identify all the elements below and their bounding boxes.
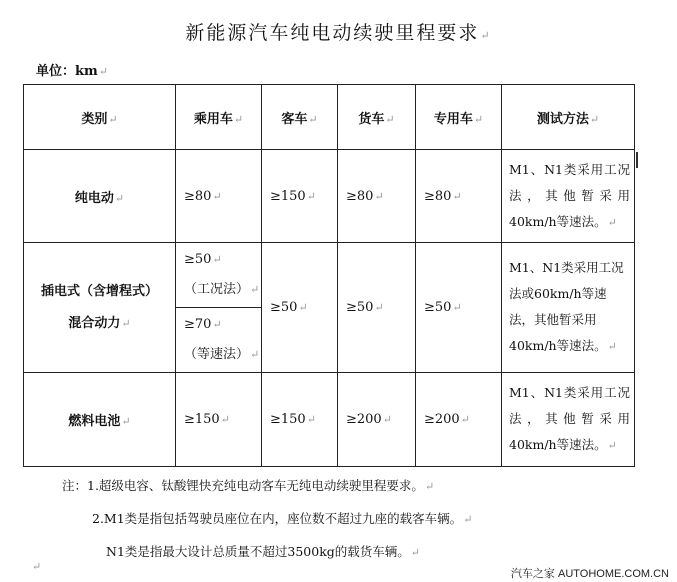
cell-passenger-b: ≥70↵ （等速法）↵ [176, 308, 262, 373]
paragraph-mark-icon: ↵ [480, 29, 492, 42]
cell-passenger: ≥80↵ [176, 150, 262, 243]
cell-method: M1、N1类采用工况法或60km/h等速法，其他暂采用40km/h等速法。↵ [502, 243, 635, 373]
row-category: 纯电动↵ [24, 150, 176, 243]
title-text: 新能源汽车纯电动续驶里程要求 [185, 22, 480, 44]
table-row [24, 373, 635, 467]
cell-passenger: ≥150↵ [176, 373, 262, 467]
header-special: 专用车↵ [416, 85, 502, 150]
cell-special: ≥200↵ [416, 373, 502, 467]
cell-bus: ≥150↵ [262, 373, 338, 467]
cell-special: ≥80↵ [416, 150, 502, 243]
note-2: 2.M1类是指包括驾驶员座位在内，座位数不超过九座的载客车辆。↵ [92, 511, 473, 526]
cell-special: ≥50↵ [416, 243, 502, 373]
header-bus: 客车↵ [262, 85, 338, 150]
header-category: 类别↵ [24, 85, 176, 150]
row-category: 燃料电池↵ [24, 373, 176, 467]
cell-passenger-a: ≥50↵ （工况法）↵ [176, 243, 262, 308]
notes-section [62, 470, 472, 569]
header-method: 测试方法↵ [502, 85, 635, 150]
cell-truck: ≥200↵ [338, 373, 416, 467]
paragraph-mark-icon: ↵ [32, 560, 42, 573]
cell-bus: ≥150↵ [262, 150, 338, 243]
cell-truck: ≥50↵ [338, 243, 416, 373]
note-1: 注：1.超级电容、钛酸锂快充纯电动客车无纯电动续驶里程要求。↵ [62, 478, 435, 493]
cell-method: M1、N1类采用工况法，其他暂采用40km/h等速法。↵ [502, 373, 635, 467]
source-watermark: 汽车之家 AUTOHOME.COM.CN [510, 568, 669, 580]
text-cursor [636, 152, 638, 168]
note-3: N1类是指最大设计总质量不超过3500kg的载货车辆。↵ [106, 544, 420, 559]
cell-method: M1、N1类采用工况法，其他暂采用40km/h等速法。↵ [502, 150, 635, 243]
table-row [24, 150, 635, 243]
unit-label [36, 60, 108, 79]
cell-bus: ≥50↵ [262, 243, 338, 373]
cell-truck: ≥80↵ [338, 150, 416, 243]
category-line-1: 插电式（含增程式） [40, 283, 158, 299]
range-requirements-table [23, 84, 635, 467]
unit-text: 单位：km [36, 64, 98, 79]
document-title [0, 18, 677, 45]
header-truck: 货车↵ [338, 85, 416, 150]
category-line-2: 混合动力 [68, 315, 121, 331]
header-passenger: 乘用车↵ [176, 85, 262, 150]
row-category: 插电式（含增程式） 混合动力↵ [24, 243, 176, 373]
paragraph-mark-icon: ↵ [98, 65, 108, 78]
table-header-row [24, 85, 635, 150]
table-row [24, 243, 635, 308]
